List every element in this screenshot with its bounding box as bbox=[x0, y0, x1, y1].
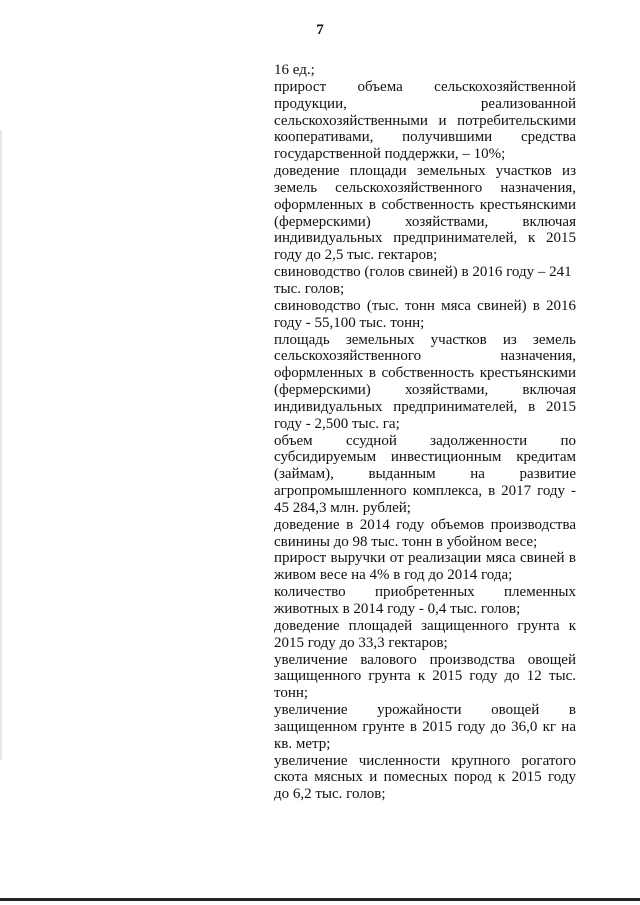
paragraph-2: прирост объема сельскохозяйственной продукции, реализованной сельскохозяйственными и потребительскими кооперативами, получившими средства государственной поддержки, – 10%; bbox=[274, 78, 576, 163]
page-bottom-border bbox=[0, 898, 640, 901]
document-body bbox=[274, 62, 576, 803]
paragraph-12: увеличение валового производства овощей защищенного грунта к 2015 году до 12 тыс. тонн; bbox=[274, 651, 576, 702]
paragraph-11: доведение площадей защищенного грунта к 2015 году до 33,3 гектаров; bbox=[274, 617, 576, 651]
paragraph-8: доведение в 2014 году объемов производства свинины до 98 тыс. тонн в убойном весе; bbox=[274, 516, 576, 550]
paragraph-14: увеличение численности крупного рогатого скота мясных и помесных пород к 2015 году до 6,2 тыс. голов; bbox=[274, 752, 576, 803]
paragraph-13: увеличение урожайности овощей в защищенном грунте в 2015 году до 36,0 кг на кв. метр; bbox=[274, 702, 576, 752]
page-number: 7 bbox=[316, 22, 324, 38]
paragraph-10: количество приобретенных племенных животных в 2014 году - 0,4 тыс. голов; bbox=[274, 584, 576, 617]
scan-edge-shadow bbox=[0, 130, 2, 760]
paragraph-7: объем ссудной задолженности по субсидируемым инвестиционным кредитам (займам), выданным на развитие агропромышленного комплекса, в 2017 году - 45 284,3 млн. рублей; bbox=[274, 432, 576, 516]
paragraph-6: площадь земельных участков из земель сельскохозяйственного назначения, оформленных в собственность крестьянскими (фермерскими) хозяйствами, включая индивидуальных предпринимателей, в 2015 году - 2,500 тыс. га; bbox=[274, 331, 576, 432]
paragraph-3: доведение площади земельных участков из земель сельскохозяйственного назначения, оформленных в собственность крестьянскими (фермерскими) хозяйствами, включая индивидуальных предпринимателей, к 2015 году до 2,5 тыс. гектаров; bbox=[274, 163, 576, 264]
paragraph-1: 16 ед.; bbox=[274, 62, 315, 78]
paragraph-5: свиноводство (тыс. тонн мяса свиней) в 2016 году - 55,100 тыс. тонн; bbox=[274, 297, 576, 331]
paragraph-9: прирост выручки от реализации мяса свиней в живом весе на 4% в год до 2014 года; bbox=[274, 550, 576, 584]
paragraph-4: свиноводство (голов свиней) в 2016 году – 241 тыс. голов; bbox=[274, 264, 572, 297]
